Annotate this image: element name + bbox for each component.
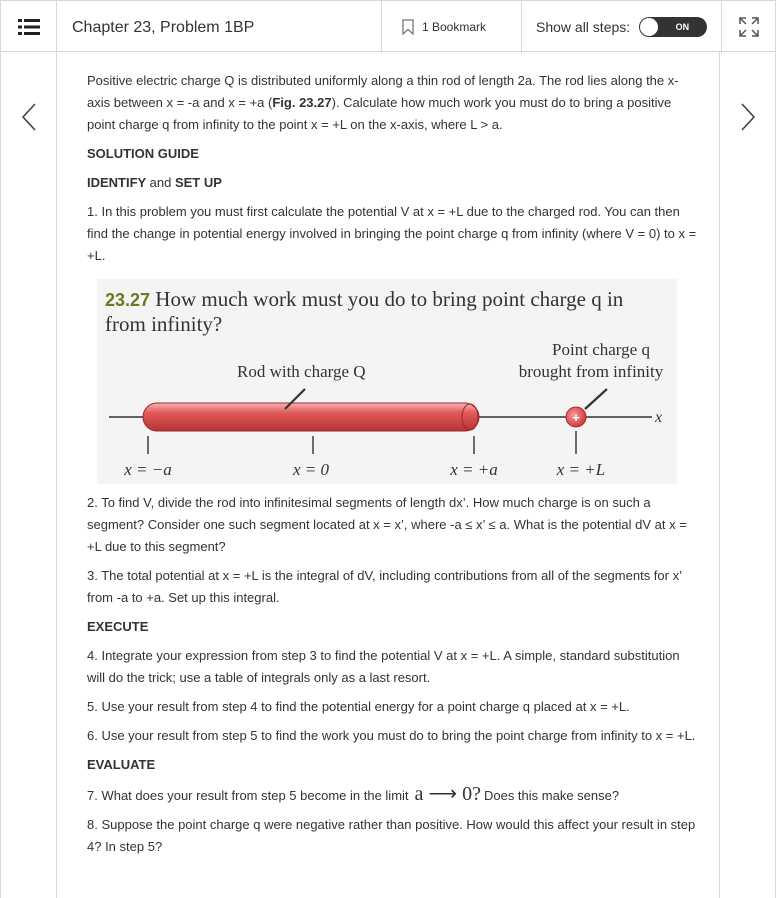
step-4: 4. Integrate your expression from step 3 to find the potential V at x = +L. A simple, standard substitution will do the trick; use a table of integrals only as a last resort. <box>87 648 680 685</box>
toggle-state-label: ON <box>675 22 690 32</box>
next-arrow-icon[interactable] <box>732 102 762 132</box>
evaluate-heading: EVALUATE <box>87 757 156 772</box>
step-5: 5. Use your result from step 4 to find the potential energy for a point charge q placed at x = +L. <box>87 699 630 714</box>
right-nav-column <box>719 52 776 898</box>
menu-button[interactable] <box>1 1 57 53</box>
show-steps-control <box>536 1 707 53</box>
identify-label: IDENTIFY <box>87 175 146 190</box>
step-7-text-after: Does this make sense? <box>483 788 620 803</box>
bookmark-icon <box>402 19 414 35</box>
left-nav-column <box>0 52 57 898</box>
rod-label: Rod with charge Q <box>237 362 366 381</box>
previous-arrow-icon[interactable] <box>15 102 45 132</box>
show-steps-toggle[interactable] <box>639 17 707 37</box>
x-axis-label: x <box>655 409 663 426</box>
show-steps-label: Show all steps: <box>536 19 631 35</box>
problem-content <box>87 70 697 865</box>
step-3: 3. The total potential at x = +L is the integral of dV, including contributions from all of the segments for x’ from -a to +a. Set up this integral. <box>87 568 682 605</box>
identify-setup-heading <box>87 172 697 194</box>
figure-question: How much work must you do to bring point charge q in from infinity? <box>105 287 624 336</box>
figure-number: 23.27 <box>105 290 151 310</box>
expand-icon <box>738 16 760 38</box>
step-1: 1. In this problem you must first calculate the potential V at x = +L due to the charged rod. You can then find the change in potential energy involved in bringing the point charge q from infinity (where V = 0) to x = +L. <box>87 204 697 263</box>
figure-23-27 <box>87 279 697 484</box>
point-charge-label-line2: brought from infinity <box>518 362 664 381</box>
toggle-knob <box>640 18 658 36</box>
step-8: 8. Suppose the point charge q were negative rather than positive. How would this affect your result in step 4? In step 5? <box>87 817 696 854</box>
step-7-text-before: 7. What does your result from step 5 become in the limit <box>87 788 409 803</box>
figure-reference: Fig. 23.27 <box>272 95 332 110</box>
solution-guide-heading: SOLUTION GUIDE <box>87 146 199 161</box>
setup-label: SET UP <box>174 175 222 190</box>
problem-text-part1: Positive electric charge Q is distributed uniformly along a thin rod of length 2a. The rod lies along the x-axis between x = -a and x = +a ( <box>87 73 679 110</box>
figure-caption <box>105 287 665 336</box>
charge-plus-sign: + <box>572 410 580 425</box>
bookmark-label: 1 Bookmark <box>422 20 487 34</box>
step-2: 2. To find V, divide the rod into infinitesimal segments of length dx’. How much charge is on such a segment? Consider one such segment located at x = x’, where -a ≤ x’ ≤ a. What is the potential dV at x = +L due to this segment? <box>87 495 687 554</box>
problem-statement <box>87 70 697 136</box>
tick-label-neg-a: x = −a <box>124 460 172 479</box>
list-icon <box>18 18 40 36</box>
step-6: 6. Use your result from step 5 to find the work you must do to bring the point charge from infinity to x = +L. <box>87 728 696 743</box>
top-bar <box>0 0 776 52</box>
limit-expression: a ⟶ 0? <box>414 783 481 805</box>
step-7 <box>87 783 697 807</box>
point-charge-label-line1: Point charge q <box>552 340 650 359</box>
and-label: and <box>149 175 172 190</box>
tick-label-pos-a: x = +a <box>450 460 498 479</box>
bookmark-button[interactable] <box>381 1 522 53</box>
expand-button[interactable] <box>721 1 776 53</box>
page-title: Chapter 23, Problem 1BP <box>72 19 255 36</box>
problem-text-part2: ). Calculate how much work you must do to bring a positive point charge q from infinity to the point x = +L on the x-axis, where L > a. <box>87 95 672 132</box>
charged-rod <box>143 403 479 431</box>
tick-label-L: x = +L <box>556 460 606 479</box>
execute-heading: EXECUTE <box>87 619 149 634</box>
tick-label-zero: x = 0 <box>292 460 330 479</box>
